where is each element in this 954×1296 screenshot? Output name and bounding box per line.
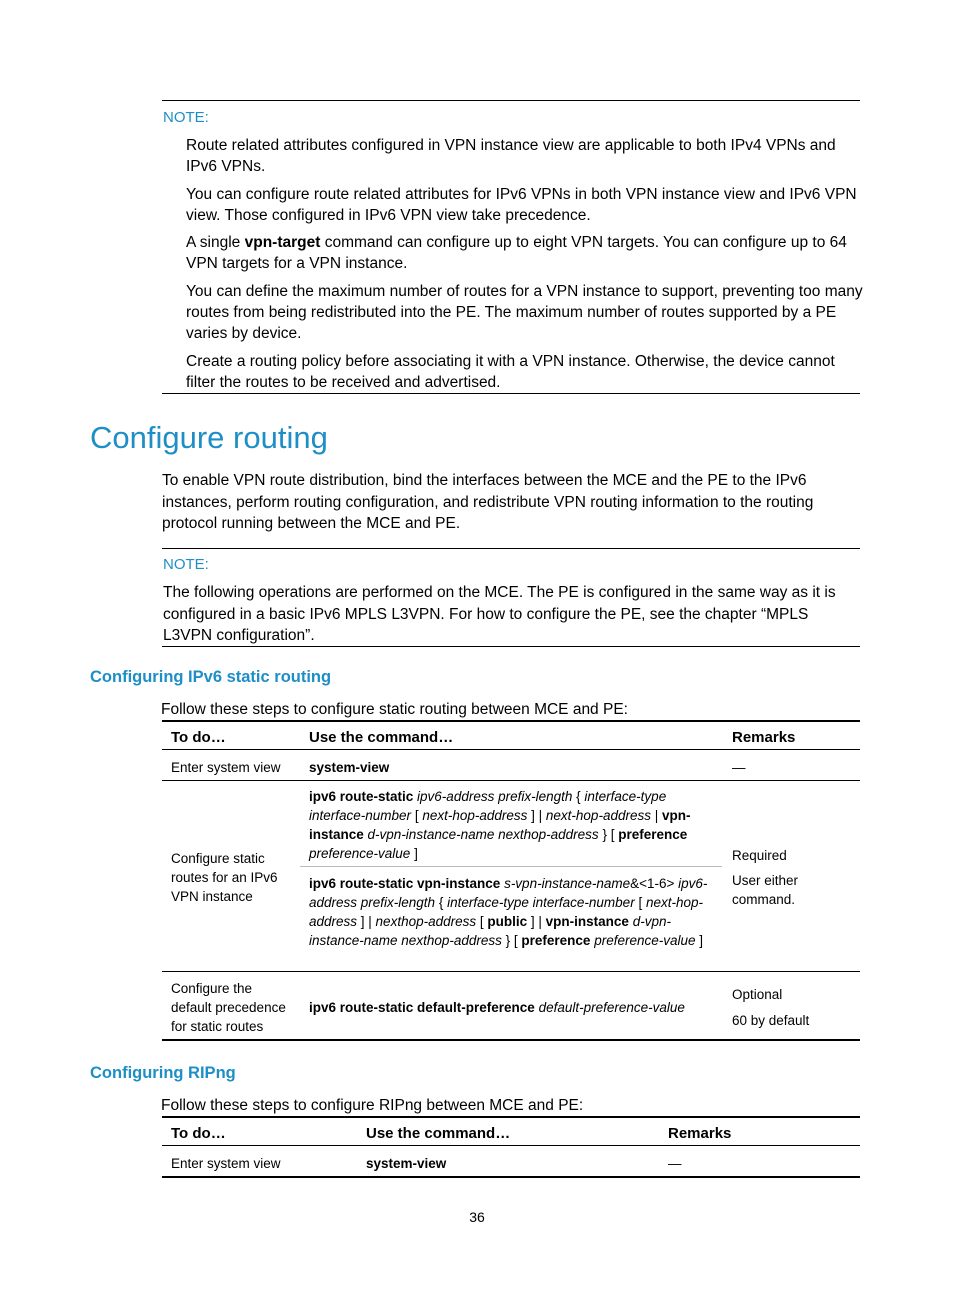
- static-row2-command-2: ipv6 route-static vpn-instance s-vpn-instance-name&<1-6> ipv6-address prefix-length { interface-type interface-number [ next-hop-address ] | nexthop-address [ public ] | vpn-instance d-vpn-instance-name nexthop-address } [ preference preference-value ]: [309, 876, 708, 948]
- static-row2-inner-rule: [300, 866, 722, 867]
- note2-label: NOTE:: [163, 556, 209, 573]
- ripng-header-todo: To do…: [171, 1125, 226, 1142]
- ripng-row1-todo: Enter system view: [171, 1156, 281, 1171]
- static-row1-todo: Enter system view: [171, 760, 281, 775]
- static-header-todo: To do…: [171, 729, 226, 746]
- ripng-row1-command: system-view: [366, 1156, 447, 1171]
- page-number: 36: [469, 1209, 485, 1225]
- static-header-command: Use the command…: [309, 729, 454, 746]
- static-row3-todo: Configure the default precedence for static routes: [171, 981, 286, 1034]
- vpn-target-keyword: vpn-target: [244, 234, 321, 251]
- static-table-top-rule: [162, 720, 860, 722]
- section-intro: To enable VPN route distribution, bind the interfaces between the MCE and the PE to the IPv6 instances, perform routing configuration, and redistribute VPN routing information to the routing protocol running between the MCE and PE.: [162, 472, 814, 532]
- ripng-header-command: Use the command…: [366, 1125, 511, 1142]
- ripng-header-rule: [162, 1145, 860, 1146]
- ripng-intro: Follow these steps to configure RIPng between MCE and PE:: [161, 1097, 584, 1114]
- static-header-remarks: Remarks: [732, 729, 796, 746]
- static-row1-rule: [162, 780, 860, 781]
- static-row2-remarks-required: Required: [732, 848, 787, 863]
- note1-top-rule: [162, 100, 860, 101]
- static-row2-command-1: ipv6 route-static ipv6-address prefix-length { interface-type interface-number [ next-hop-address ] | next-hop-address | vpn-instance d-vpn-instance-name nexthop-address } [ preference preference-value ]: [309, 789, 691, 861]
- ripng-row1-remarks: —: [668, 1156, 682, 1171]
- static-header-rule: [162, 749, 860, 750]
- static-row3-command: ipv6 route-static default-preference default-preference-value: [309, 1000, 685, 1015]
- static-row2-todo: Configure static routes for an IPv6 VPN instance: [171, 851, 278, 904]
- static-row1-command: system-view: [309, 760, 390, 775]
- note1-paragraph-4: You can define the maximum number of routes for a VPN instance to support, preventing too many routes from being redistributed into the PE. The maximum number of routes supported by a PE varies by device.: [186, 283, 863, 342]
- static-routing-heading: Configuring IPv6 static routing: [90, 668, 332, 686]
- static-row3-remarks-optional: Optional: [732, 987, 783, 1002]
- section-title: Configure routing: [90, 420, 328, 455]
- ripng-heading: Configuring RIPng: [90, 1064, 236, 1082]
- static-routing-intro: Follow these steps to configure static routing between MCE and PE:: [161, 701, 628, 718]
- static-row3-remarks-default: 60 by default: [732, 1013, 810, 1028]
- ripng-table-top-rule: [162, 1116, 860, 1118]
- ripng-header-remarks: Remarks: [668, 1125, 732, 1142]
- static-row1-remarks: —: [732, 760, 746, 775]
- note1-bottom-rule: [162, 393, 860, 394]
- static-table-bottom-rule: [162, 1039, 860, 1041]
- static-row2-rule: [162, 971, 860, 972]
- note2-bottom-rule: [162, 646, 860, 647]
- note2-top-rule: [162, 548, 860, 549]
- note1-paragraph-5: Create a routing policy before associating it with a VPN instance. Otherwise, the device cannot filter the routes to be received and advertised.: [186, 353, 835, 391]
- note1-paragraph-1: Route related attributes configured in VPN instance view are applicable to both IPv4 VPNs and IPv6 VPNs.: [186, 137, 836, 175]
- note1-paragraph-3: A single vpn-target command can configure up to eight VPN targets. You can configure up to 64 VPN targets for a VPN instance.: [186, 234, 847, 272]
- note1-label: NOTE:: [163, 109, 209, 126]
- note1-paragraph-2: You can configure route related attributes for IPv6 VPNs in both VPN instance view and IPv6 VPN view. Those configured in IPv6 VPN view take precedence.: [186, 186, 857, 224]
- ripng-table-bottom-rule: [162, 1176, 860, 1178]
- static-row2-remarks-either: User either command.: [732, 873, 799, 907]
- note2-text: The following operations are performed on the MCE. The PE is configured in the same way as it is configured in a basic IPv6 MPLS L3VPN. For how to configure the PE, see the chapter “MPLS L3VPN configuration”.: [163, 584, 836, 644]
